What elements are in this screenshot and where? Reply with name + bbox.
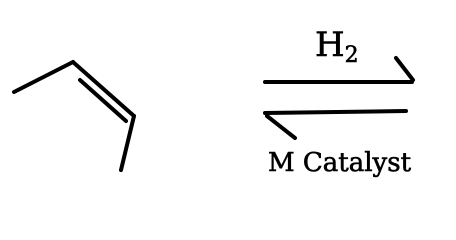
bond-c1-c2 bbox=[14, 62, 73, 92]
reagent-h-symbol: H bbox=[315, 25, 345, 65]
reverse-arrow-line bbox=[265, 111, 406, 113]
catalyst-label: M Catalyst bbox=[268, 148, 412, 178]
alkene-structure bbox=[14, 62, 134, 170]
double-bond-outer bbox=[73, 62, 134, 116]
reverse-arrow-head bbox=[267, 116, 295, 138]
reagent-h-subscript: 2 bbox=[344, 43, 359, 68]
reagent-h2 bbox=[315, 25, 359, 68]
equilibrium-arrows bbox=[265, 58, 413, 138]
forward-arrow-head bbox=[396, 58, 413, 80]
bond-c3-c4 bbox=[121, 116, 134, 170]
